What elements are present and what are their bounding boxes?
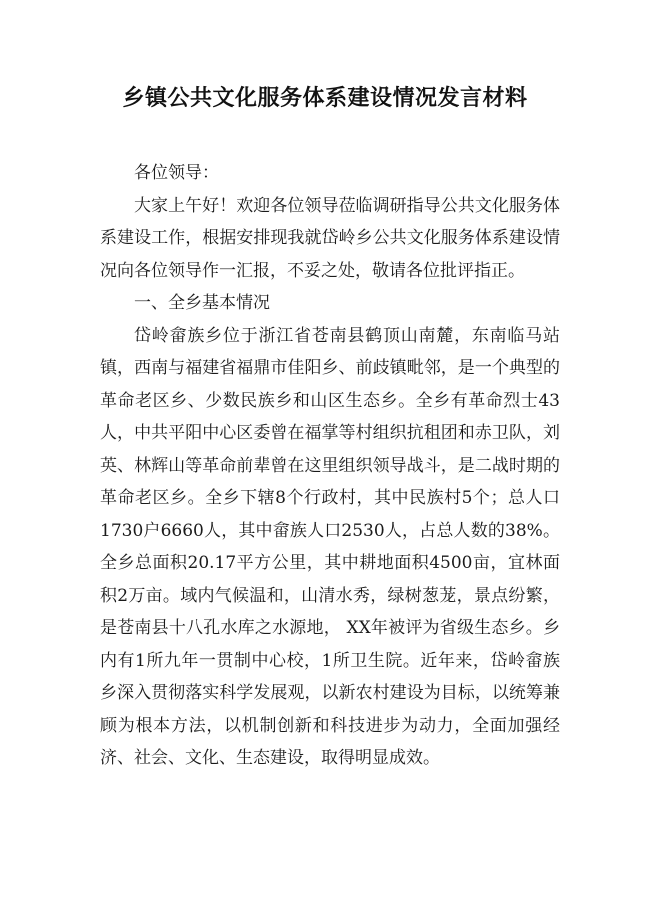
paragraph-overview: 岱岭畲族乡位于浙江省苍南县鹤顶山南麓，东南临马站镇，西南与福建省福鼎市佳阳乡、前歧镇毗邻，是一个典型的革命老区乡、少数民族乡和山区生态乡。全乡有革命烈士43人，中共平阳中心区委曾在福掌等村组织抗租团和赤卫队，刘英、林辉山等革命前辈曾在这里组织领导战斗，是二战时期的革命老区乡。全乡下辖8个行政村，其中民族村5个；总人口1730户6660人，其中畲族人口2530人，占总人数的38%。全乡总面积20.17平方公里，其中耕地面积4500亩，宜林面积2万亩。域内气候温和，山清水秀，绿树葱茏，景点纷繁，是苍南县十八孔水库之水源地， XX年被评为省级生态乡。乡内有1所九年一贯制中心校，1所卫生院。近年来，岱岭畲族乡深入贯彻落实科学发展观，以新农村建设为目标，以统筹兼顾为根本方法，以机制创新和科技进步为动力，全面加强经济、社会、文化、生态建设，取得明显成效。 <box>100 325 560 768</box>
salutation: 各位领导： <box>134 163 219 183</box>
section-heading: 一、全乡基本情况 <box>134 293 270 313</box>
paragraph-greeting: 大家上午好！欢迎各位领导莅临调研指导公共文化服务体系建设工作，根据安排现我就岱岭乡公共文化服务体系建设情况向各位领导作一汇报，不妥之处，敬请各位批评指正。 <box>100 195 560 281</box>
document-body <box>100 157 560 775</box>
document-title: 乡镇公共文化服务体系建设情况发言材料 <box>122 86 528 111</box>
